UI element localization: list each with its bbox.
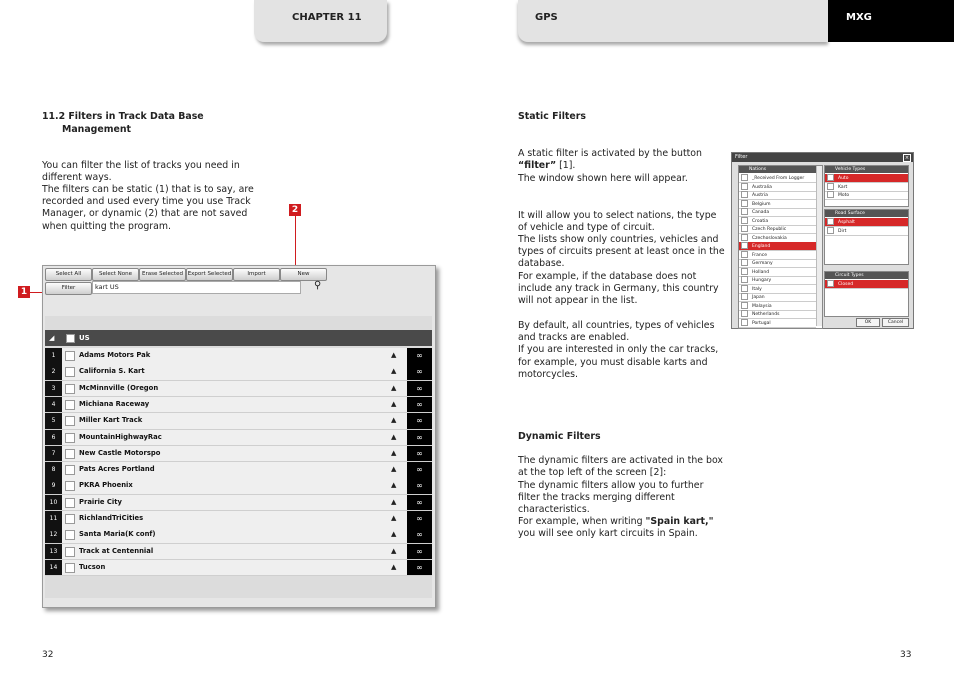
chapter-tab <box>254 0 387 42</box>
track-shape-icon: ∞ <box>407 397 432 413</box>
item-label: Australia <box>752 184 772 190</box>
row-checkbox[interactable] <box>65 433 75 443</box>
table-row[interactable] <box>45 397 432 414</box>
item-checkbox[interactable] <box>741 310 748 317</box>
item-label: Moto <box>838 193 850 198</box>
circuit-panel <box>824 271 909 317</box>
track-name: California S. Kart <box>79 367 145 376</box>
item-label: Croatia <box>752 218 769 224</box>
table-row[interactable] <box>45 413 432 430</box>
track-shape-icon: ∞ <box>407 478 432 494</box>
track-manager-screenshot <box>42 265 436 608</box>
kart-icon: ▲ <box>391 530 397 539</box>
row-number: 11 <box>45 511 62 527</box>
row-number: 4 <box>45 397 62 413</box>
page-number-right: 33 <box>900 650 912 660</box>
item-checkbox[interactable] <box>741 285 748 292</box>
track-shape-icon: ∞ <box>407 364 432 380</box>
item-checkbox[interactable] <box>741 208 748 215</box>
right-para-line: at the top left of the screen [2]: <box>518 467 667 478</box>
cancel-button[interactable]: Cancel <box>882 318 909 327</box>
static-filters-title: Static Filters <box>518 111 586 122</box>
table-row[interactable] <box>45 364 432 381</box>
row-number: 13 <box>45 544 62 560</box>
row-checkbox[interactable] <box>65 498 75 508</box>
new-button[interactable]: New <box>280 268 327 281</box>
row-number: 5 <box>45 413 62 429</box>
item-checkbox[interactable] <box>827 174 834 181</box>
item-checkbox[interactable] <box>741 183 748 190</box>
example-text: For example, when writing <box>518 516 646 527</box>
row-checkbox[interactable] <box>65 563 75 573</box>
item-checkbox[interactable] <box>741 251 748 258</box>
select-none-button[interactable]: Select None <box>92 268 139 281</box>
item-label: Hungary <box>752 278 772 283</box>
item-checkbox[interactable] <box>741 302 748 309</box>
track-name: New Castle Motorspo <box>79 448 161 457</box>
track-shape-icon: ∞ <box>407 413 432 429</box>
callout-1: 1 <box>18 286 30 298</box>
group-label: US <box>79 334 90 342</box>
right-para-line: The window shown here will appear. <box>518 173 688 184</box>
row-checkbox[interactable] <box>65 400 75 410</box>
item-label: Malaysia <box>752 303 772 309</box>
table-row[interactable] <box>45 527 432 544</box>
right-para-line: The lists show only countries, vehicles and <box>518 234 719 245</box>
row-number: 7 <box>45 446 62 462</box>
vehicle-panel <box>824 165 909 207</box>
table-row[interactable] <box>45 478 432 495</box>
track-shape-icon: ∞ <box>407 430 432 446</box>
item-checkbox[interactable] <box>741 234 748 241</box>
track-name: Pats Acres Portland <box>79 465 155 474</box>
item-label: Auto <box>838 176 849 181</box>
row-checkbox[interactable] <box>65 449 75 459</box>
right-para-line: types of circuits present at least once in the <box>518 246 725 257</box>
filter-list-item[interactable] <box>825 227 908 236</box>
item-checkbox[interactable] <box>827 183 834 190</box>
track-shape-icon: ∞ <box>407 446 432 462</box>
row-number: 12 <box>45 527 62 543</box>
left-para-line: Manager, or dynamic (2) that are not saved <box>42 208 248 219</box>
import-button[interactable]: Import <box>233 268 280 281</box>
gps-tab <box>518 0 828 42</box>
left-para-line: The filters can be static (1) that is to say, are <box>42 184 254 195</box>
item-label: Belgium <box>752 201 771 207</box>
track-shape-icon: ∞ <box>407 544 432 560</box>
left-para-line: different ways. <box>42 172 112 183</box>
item-checkbox[interactable] <box>741 242 748 249</box>
row-checkbox[interactable] <box>65 481 75 491</box>
track-shape-icon: ∞ <box>407 348 432 364</box>
row-checkbox[interactable] <box>65 465 75 475</box>
item-label: _Received From Logger <box>752 176 805 181</box>
table-row[interactable] <box>45 560 432 577</box>
row-number: 8 <box>45 462 62 478</box>
table-row[interactable] <box>45 544 432 561</box>
row-number: 10 <box>45 495 62 511</box>
table-row[interactable] <box>45 462 432 479</box>
track-shape-icon: ∞ <box>407 495 432 511</box>
nations-scrollbar[interactable] <box>816 166 822 326</box>
filter-list-item[interactable] <box>739 319 816 328</box>
item-label: England <box>752 244 771 249</box>
right-para-line: for example, you must disable karts and <box>518 357 708 368</box>
right-para-line: database. <box>518 258 565 269</box>
road-header-label: Road Surface <box>835 211 865 216</box>
nations-header <box>739 166 816 173</box>
road-panel <box>824 209 909 265</box>
item-label: Holland <box>752 269 770 275</box>
track-shape-icon: ∞ <box>407 511 432 527</box>
right-para-line: A static filter is activated by the button <box>518 148 702 159</box>
kart-icon: ▲ <box>391 481 397 490</box>
item-label: Closed <box>838 282 854 287</box>
callout-2: 2 <box>289 204 301 216</box>
road-header <box>825 210 908 217</box>
track-shape-icon: ∞ <box>407 381 432 397</box>
track-shape-icon: ∞ <box>407 560 432 576</box>
right-para-line <box>518 516 713 528</box>
row-checkbox[interactable] <box>65 530 75 540</box>
section-heading-2: Management <box>62 124 132 135</box>
filter-list-item[interactable] <box>825 280 908 289</box>
track-shape-icon: ∞ <box>407 527 432 543</box>
item-label: Kart <box>838 184 848 190</box>
vehicle-header-label: Vehicle Types <box>835 167 866 172</box>
right-para-line: It will allow you to select nations, the type <box>518 210 717 221</box>
chapter-label: CHAPTER 11 <box>292 12 362 23</box>
left-para-line: when quitting the program. <box>42 221 171 232</box>
track-name: McMinnville (Oregon <box>79 383 159 392</box>
track-name: MountainHighwayRac <box>79 432 162 441</box>
item-checkbox[interactable] <box>741 200 748 207</box>
item-label: Dirt <box>838 228 847 234</box>
collapse-icon[interactable]: ◢ <box>49 334 55 342</box>
row-number: 9 <box>45 478 62 494</box>
gps-label: GPS <box>535 12 558 23</box>
item-checkbox[interactable] <box>741 259 748 266</box>
track-name: RichlandTriCities <box>79 514 144 522</box>
row-checkbox[interactable] <box>65 351 75 361</box>
right-para-line: If you are interested in only the car tracks, <box>518 344 719 355</box>
row-number: 2 <box>45 364 62 380</box>
right-para-line: filter the tracks merging different <box>518 492 675 503</box>
section-heading: 11.2 Filters in Track Data Base <box>42 111 204 122</box>
export-selected-button[interactable]: Export Selected <box>186 268 233 281</box>
track-name: Prairie City <box>79 497 122 506</box>
mxg-label: MXG <box>846 12 872 23</box>
search-icon[interactable]: ⚲ <box>314 280 322 291</box>
right-para-line: include any track in Germany, this country <box>518 283 719 294</box>
kart-icon: ▲ <box>391 399 397 408</box>
kart-icon: ▲ <box>391 497 397 506</box>
left-para-line: You can filter the list of tracks you need in <box>42 160 240 171</box>
right-para-line: For example, if the database does not <box>518 271 697 282</box>
item-label: France <box>752 252 767 258</box>
item-label: Austria <box>752 193 768 198</box>
ok-button[interactable]: OK <box>856 318 880 327</box>
group-checkbox[interactable] <box>66 334 75 343</box>
right-para-line: The dynamic filters are activated in the box <box>518 455 723 466</box>
track-name: Miller Kart Track <box>79 416 143 425</box>
item-checkbox[interactable] <box>827 280 834 287</box>
table-row[interactable] <box>45 511 432 528</box>
row-checkbox[interactable] <box>65 547 75 557</box>
circuit-header-label: Circuit Types <box>835 273 864 278</box>
filter-ref: [1]. <box>556 160 576 171</box>
kart-icon: ▲ <box>391 432 397 441</box>
kart-icon: ▲ <box>391 351 397 359</box>
filter-button[interactable]: Filter <box>45 282 92 295</box>
item-checkbox[interactable] <box>741 268 748 275</box>
item-label: Canada <box>752 210 770 215</box>
dialog-titlebar <box>732 153 913 162</box>
vehicle-header <box>825 166 908 173</box>
filter-word: “filter” <box>518 160 557 171</box>
item-checkbox[interactable] <box>741 319 748 326</box>
close-icon[interactable]: × <box>904 155 910 161</box>
track-shape-icon: ∞ <box>407 462 432 478</box>
table-row[interactable] <box>45 446 432 463</box>
kart-icon: ▲ <box>391 514 397 522</box>
item-checkbox[interactable] <box>741 191 748 198</box>
item-checkbox[interactable] <box>827 218 834 225</box>
erase-selected-button[interactable]: Erase Selected <box>139 268 186 281</box>
mxg-tab <box>828 0 954 42</box>
row-checkbox[interactable] <box>65 367 75 377</box>
dynamic-filters-title: Dynamic Filters <box>518 431 601 442</box>
item-label: Italy <box>752 286 762 292</box>
kart-icon: ▲ <box>391 367 397 376</box>
group-header[interactable] <box>45 330 432 346</box>
item-label: Czech Republic <box>752 227 787 232</box>
kart-icon: ▲ <box>391 562 397 571</box>
kart-icon: ▲ <box>391 448 397 457</box>
item-checkbox[interactable] <box>827 191 834 198</box>
item-checkbox[interactable] <box>741 217 748 224</box>
item-label: Asphalt <box>838 220 855 225</box>
kart-icon: ▲ <box>391 465 397 474</box>
left-para-line: recorded and used every time you use Track <box>42 196 251 207</box>
kart-icon: ▲ <box>391 546 397 555</box>
nations-header-label: Nations <box>749 167 767 172</box>
item-label: Japan <box>752 295 765 300</box>
circuit-header <box>825 272 908 279</box>
item-checkbox[interactable] <box>741 225 748 232</box>
right-para-line: will not appear in the list. <box>518 295 638 306</box>
track-name: Santa Maria(K conf) <box>79 530 156 539</box>
track-name: Michiana Raceway <box>79 399 150 408</box>
table-row[interactable] <box>45 348 432 365</box>
track-name: Tucson <box>79 562 106 571</box>
right-para-line: The dynamic filters allow you to further <box>518 480 704 491</box>
row-checkbox[interactable] <box>65 514 75 524</box>
item-label: Netherlands <box>752 312 780 317</box>
track-list <box>45 316 432 598</box>
right-para-line: characteristics. <box>518 504 590 515</box>
item-label: Czechoslovakia <box>752 235 787 241</box>
row-number: 14 <box>45 560 62 576</box>
track-name: Track at Centennial <box>79 546 154 555</box>
right-para-line: of vehicle and type of circuit. <box>518 222 655 233</box>
item-checkbox[interactable] <box>741 293 748 300</box>
row-number: 6 <box>45 430 62 446</box>
item-checkbox[interactable] <box>741 174 748 181</box>
dynamic-filter-input[interactable]: kart US <box>92 281 301 294</box>
track-name: PKRA Phoenix <box>79 481 133 490</box>
item-checkbox[interactable] <box>827 227 834 234</box>
page-number-left: 32 <box>42 650 54 660</box>
item-checkbox[interactable] <box>741 276 748 283</box>
filter-dialog <box>731 152 914 329</box>
right-para-line: motorcycles. <box>518 369 579 380</box>
row-number: 1 <box>45 348 62 364</box>
table-row[interactable] <box>45 430 432 447</box>
filter-list-item[interactable] <box>825 191 908 200</box>
table-row[interactable] <box>45 495 432 512</box>
right-para-line <box>518 160 575 172</box>
right-para-line: you will see only kart circuits in Spain. <box>518 528 698 539</box>
row-number: 3 <box>45 381 62 397</box>
nations-panel <box>738 165 823 329</box>
row-checkbox[interactable] <box>65 416 75 426</box>
right-para-line: By default, all countries, types of vehicles <box>518 320 715 331</box>
kart-icon: ▲ <box>391 416 397 425</box>
item-label: Portugal <box>752 320 771 326</box>
select-all-button[interactable]: Select All <box>45 268 92 281</box>
track-name: Adams Motors Pak <box>79 351 151 359</box>
dialog-title: Filter <box>735 154 748 160</box>
kart-icon: ▲ <box>391 383 397 392</box>
row-checkbox[interactable] <box>65 384 75 394</box>
example-query: "Spain kart," <box>645 516 714 527</box>
table-row[interactable] <box>45 381 432 398</box>
item-label: Germany <box>752 261 773 266</box>
right-para-line: and tracks are enabled. <box>518 332 630 343</box>
